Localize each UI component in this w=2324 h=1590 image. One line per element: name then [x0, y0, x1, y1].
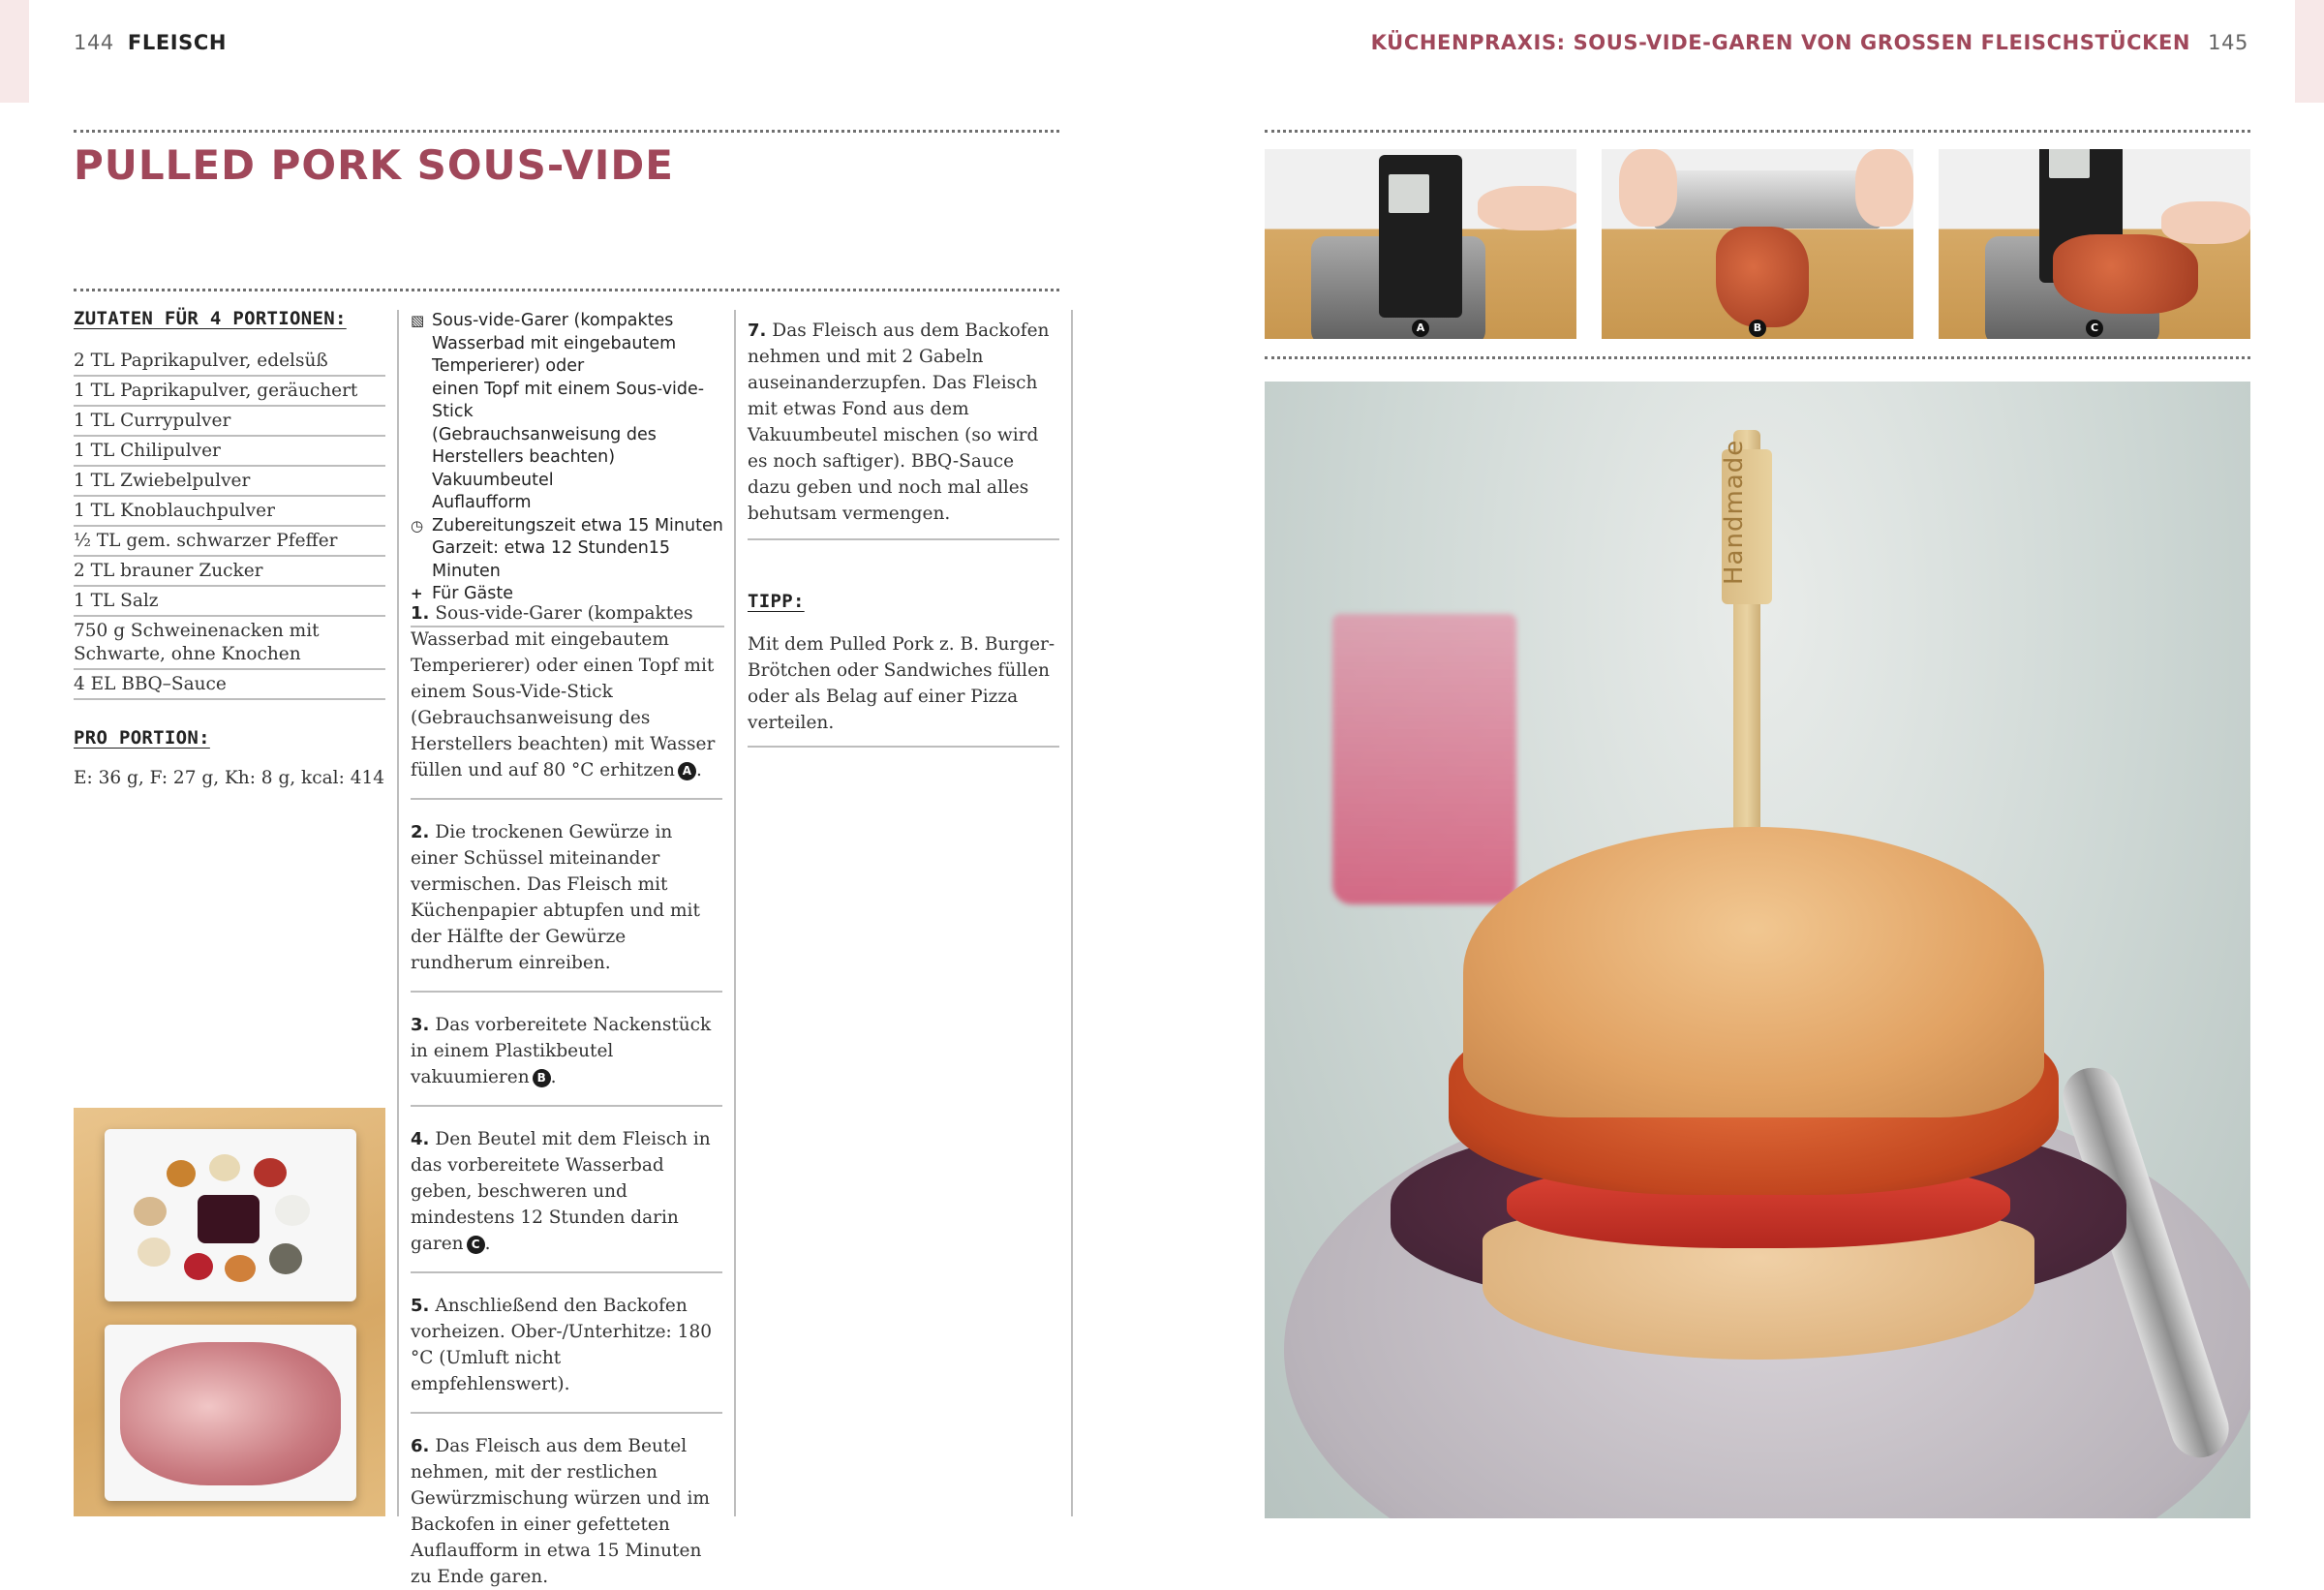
ingredients-list — [74, 347, 385, 700]
tip-text: Mit dem Pulled Pork z. B. Burger-Brötchen oder Sandwiches füllen oder als Belag auf einer Pizza verteilen. — [748, 631, 1059, 748]
spice-tray — [105, 1129, 356, 1301]
time-row — [411, 515, 724, 584]
plus-icon: + — [411, 585, 423, 602]
dotted-rule-top-right — [1265, 130, 2250, 133]
right-section-title: KÜCHENPRAXIS: SOUS-VIDE-GAREN VON GROSSEN FLEISCHSTÜCKEN — [1370, 31, 2191, 54]
step-1: 1. Sous-vide-Garer (kompaktes Wasserbad mit eingebautem Temperierer) oder einen Topf mit einem Sous-Vide-Stick (Gebrauchsanweisung des Herstellers beachten) mit Wasser füllen und auf 80 °C erhitzen A . — [411, 581, 722, 800]
left-section-title: FLEISCH — [127, 31, 228, 54]
step-number: 5. — [411, 1296, 430, 1316]
left-running-header — [74, 31, 227, 54]
step-7 — [748, 300, 1059, 540]
tip-heading: TIPP: — [748, 591, 805, 612]
spices-and-meat-photo — [74, 1108, 385, 1516]
step-number: 2. — [411, 822, 430, 842]
occasion-label: Für Gäste — [432, 584, 513, 603]
page-edge-tab-left — [0, 0, 29, 103]
step-photo-b — [1602, 149, 1913, 339]
photo-ref-badge: C — [467, 1236, 485, 1254]
step-number: 3. — [411, 1015, 430, 1035]
photo-ref-badge: A — [678, 762, 696, 780]
step-text: Das Fleisch aus dem Backofen nehmen und mit 2 Gabeln auseinanderzupfen. Das Fleisch mit etwas Fond aus dem Vakuumbeutel mischen (so wird es noch saftiger). BBQ-Sauce dazu geben und noch mal alles behutsam vermengen. — [748, 321, 1050, 524]
ingredient-item: 2 TL brauner Zucker — [74, 557, 385, 587]
ingredients-column — [74, 308, 385, 788]
steps-column — [411, 581, 722, 1590]
step-number: 6. — [411, 1436, 430, 1456]
bun-top — [1463, 827, 2044, 1117]
clock-icon: ◷ — [411, 516, 424, 535]
equipment-line: Herstellers beachten) — [432, 447, 616, 467]
ingredient-item: 2 TL Paprikapulver, edelsüß — [74, 347, 385, 377]
step-2 — [411, 800, 722, 993]
step-photo-a — [1265, 149, 1576, 339]
equipment-line: (Gebrauchsanweisung des — [432, 424, 657, 444]
ingredient-item: 1 TL Salz — [74, 587, 385, 617]
ingredient-item: ½ TL gem. schwarzer Pfeffer — [74, 527, 385, 557]
dotted-rule-under-title — [74, 289, 1059, 291]
step-number: 1. — [411, 603, 430, 624]
ingredient-item: 1 TL Knoblauchpulver — [74, 497, 385, 527]
left-page-number: 144 — [74, 31, 114, 54]
step-text: Die trockenen Gewürze in einer Schüssel miteinander vermischen. Das Fleisch mit Küchenpapier abtupfen und mit der Hälfte der Gewürze rundherum einreiben. — [411, 822, 700, 973]
step-number: 4. — [411, 1129, 430, 1149]
cook-time: Garzeit: etwa 12 Stunden15 Minuten — [432, 538, 671, 581]
finishing-column — [748, 300, 1059, 748]
step-5 — [411, 1273, 722, 1414]
step-4: 4. Den Beutel mit dem Fleisch in das vorbereitete Wasserbad geben, beschweren und mindestens 12 Stunden darin garen C . — [411, 1107, 722, 1273]
ingredient-item: 4 EL BBQ–Sauce — [74, 670, 385, 700]
column-divider-3 — [1071, 310, 1073, 1516]
equipment-line: Vakuumbeutel — [432, 470, 554, 490]
pink-glass — [1332, 614, 1516, 904]
recipe-title: PULLED PORK SOUS-VIDE — [74, 141, 674, 189]
step-3: 3. Das vorbereitete Nackenstück in einem Plastikbeutel vakuumieren B . — [411, 993, 722, 1107]
ingredient-item: 1 TL Zwiebelpulver — [74, 467, 385, 497]
equipment-list — [432, 310, 724, 515]
sous-vide-device — [1379, 155, 1462, 318]
step-text: Den Beutel mit dem Fleisch in das vorbereitete Wasserbad geben, beschweren und mindestens 12 Stunden darin garen — [411, 1129, 711, 1254]
photo-mark-c: C — [2086, 320, 2103, 337]
right-running-header — [1371, 31, 2248, 54]
photo-mark-b: B — [1749, 320, 1766, 337]
nutrition-values: E: 36 g, F: 27 g, Kh: 8 g, kcal: 414 — [74, 768, 385, 788]
pot-icon: ▧ — [411, 312, 425, 329]
equipment-line: Wasserbad mit eingebautem — [432, 333, 677, 353]
equipment-line: Temperierer) oder — [432, 356, 585, 376]
ingredients-heading: ZUTATEN FÜR 4 PORTIONEN: — [74, 308, 347, 329]
step-text: Sous-vide-Garer (kompaktes Wasserbad mit eingebautem Temperierer) oder einen Topf mit einem Sous-Vide-Stick (Gebrauchsanweisung des Herstellers beachten) mit Wasser füllen und auf 80 °C erhitzen — [411, 603, 716, 780]
dotted-rule-top-left — [74, 130, 1059, 133]
equipment-and-times — [411, 310, 724, 627]
step-text: Anschließend den Backofen vorheizen. Ober-/Unterhitze: 180 °C (Umluft nicht empfehlenswert). — [411, 1296, 712, 1394]
equipment-line: Auflaufform — [432, 493, 532, 512]
right-page-number: 145 — [2208, 31, 2248, 54]
ingredient-item: 750 g Schweinenacken mit Schwarte, ohne Knochen — [74, 617, 385, 670]
photo-ref-badge: B — [533, 1069, 551, 1087]
ingredient-item: 1 TL Currypulver — [74, 407, 385, 437]
portion-heading: PRO PORTION: — [74, 727, 210, 749]
meat-tray — [105, 1325, 356, 1501]
pulled-pork-burger-photo — [1265, 382, 2250, 1518]
photo-mark-a: A — [1412, 320, 1429, 337]
step-number: 7. — [748, 321, 767, 341]
equipment-row — [411, 310, 724, 515]
prep-time: Zubereitungszeit etwa 15 Minuten — [432, 515, 723, 535]
pick-label-text: Handmade — [1720, 439, 1749, 585]
dotted-rule-under-steps-photos — [1265, 356, 2250, 359]
ingredient-item: 1 TL Paprikapulver, geräuchert — [74, 377, 385, 407]
step-6 — [411, 1414, 722, 1590]
step-text: Das vorbereitete Nackenstück in einem Plastikbeutel vakuumieren — [411, 1015, 712, 1087]
step-text: Das Fleisch aus dem Beutel nehmen, mit der restlichen Gewürzmischung würzen und im Backofen in einer gefetteten Auflaufform in etwa 15 Minuten zu Ende garen. — [411, 1436, 710, 1587]
vacuum-sealer — [1654, 170, 1881, 229]
column-divider-1 — [397, 310, 399, 1516]
page-edge-tab-right — [2295, 0, 2324, 103]
equipment-line: einen Topf mit einem Sous-vide-Stick — [432, 379, 705, 421]
ingredient-item: 1 TL Chilipulver — [74, 437, 385, 467]
step-photo-c — [1939, 149, 2250, 339]
column-divider-2 — [734, 310, 736, 1516]
equipment-line: Sous-vide-Garer (kompaktes — [432, 311, 674, 330]
